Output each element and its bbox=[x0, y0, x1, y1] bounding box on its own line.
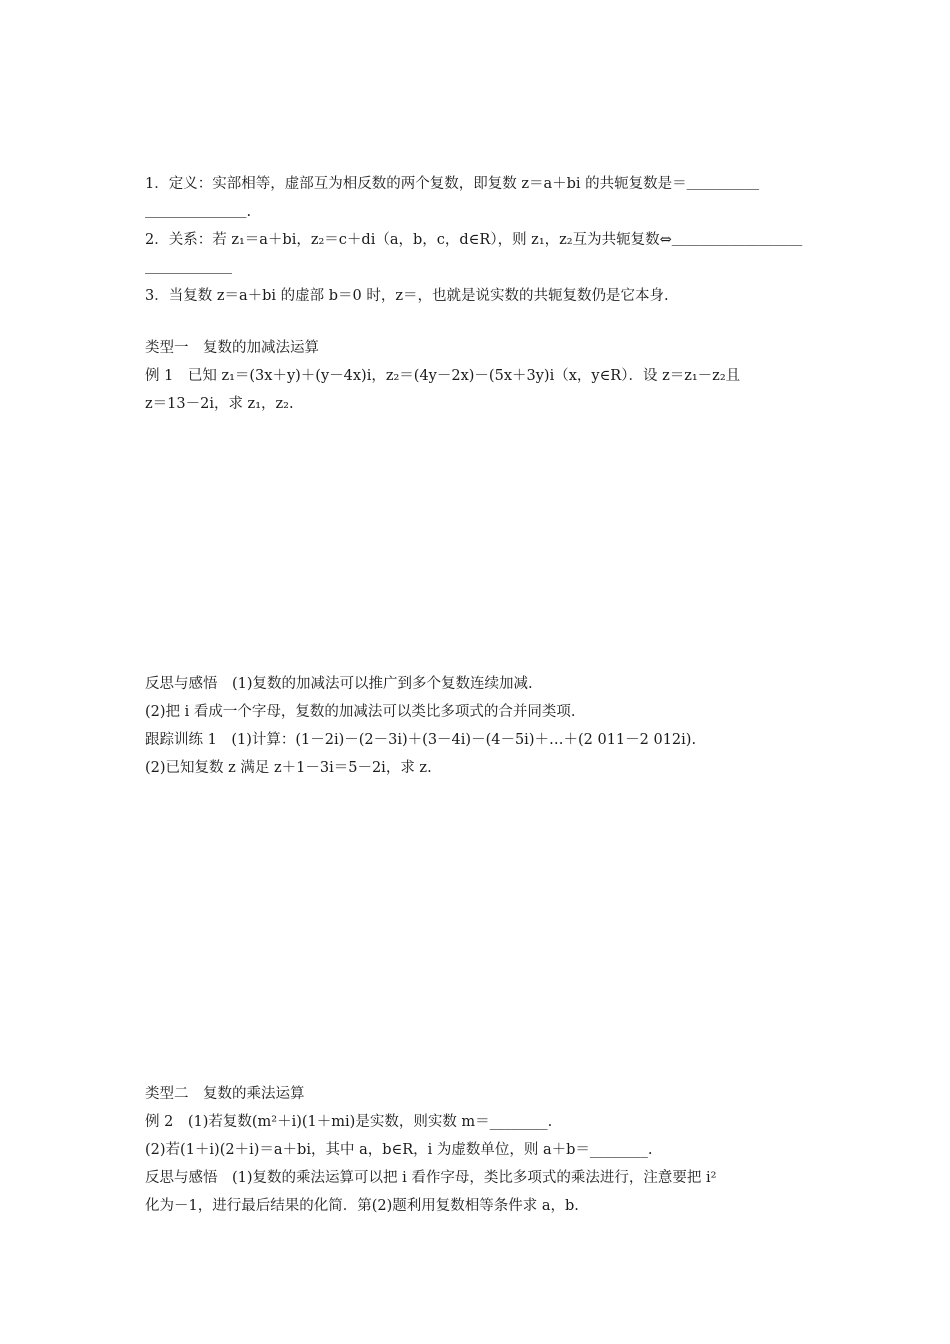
type1-heading: 类型一 复数的加减法运算 bbox=[145, 340, 319, 356]
example2-line-1: 例 2 (1)若复数(m²＋i)(1＋mi)是实数，则实数 m＝________. bbox=[145, 1114, 553, 1130]
definition-item-1-line-1: 1．定义：实部相等，虚部互为相反数的两个复数，即复数 z＝a＋bi 的共轭复数是＝＿＿＿＿＿ bbox=[145, 176, 760, 192]
practice1-line-1: 跟踪训练 1 (1)计算：(1－2i)－(2－3i)＋(3－4i)－(4－5i)＋…＋(2 011－2 012i). bbox=[145, 732, 697, 748]
example1-line-1: 例 1 已知 z₁＝(3x＋y)＋(y－4x)i，z₂＝(4y－2x)－(5x＋3y)i（x，y∈R）．设 z＝z₁－z₂且 bbox=[145, 368, 741, 384]
example1-line-2: z＝13－2i，求 z₁，z₂. bbox=[145, 396, 294, 412]
type2-heading: 类型二 复数的乘法运算 bbox=[145, 1086, 305, 1102]
definition-item-1-line-2: ＿＿＿＿＿＿＿. bbox=[145, 204, 252, 220]
definition-item-2-line-2: ＿＿＿＿＿＿ bbox=[145, 260, 232, 276]
reflection1-line-1: 反思与感悟 (1)复数的加减法可以推广到多个复数连续加减. bbox=[145, 676, 533, 692]
definition-item-2-line-1: 2．关系：若 z₁＝a＋bi，z₂＝c＋di（a，b，c，d∈R），则 z₁，z₂互为共轭复数⇔＿＿＿＿＿＿＿＿＿ bbox=[145, 232, 803, 248]
example2-line-2: (2)若(1＋i)(2＋i)＝a＋bi，其中 a，b∈R，i 为虚数单位，则 a＋b＝________. bbox=[145, 1142, 653, 1158]
definition-item-3: 3．当复数 z＝a＋bi 的虚部 b＝0 时，z＝，也就是说实数的共轭复数仍是它本身. bbox=[145, 288, 669, 304]
reflection1-line-2: (2)把 i 看成一个字母，复数的加减法可以类比多项式的合并同类项. bbox=[145, 704, 576, 720]
reflection2-line-1: 反思与感悟 (1)复数的乘法运算可以把 i 看作字母，类比多项式的乘法进行，注意要把 i² bbox=[145, 1170, 717, 1186]
practice1-line-2: (2)已知复数 z 满足 z＋1－3i＝5－2i，求 z. bbox=[145, 760, 432, 776]
reflection2-line-2: 化为－1，进行最后结果的化简．第(2)题利用复数相等条件求 a，b. bbox=[145, 1198, 579, 1214]
